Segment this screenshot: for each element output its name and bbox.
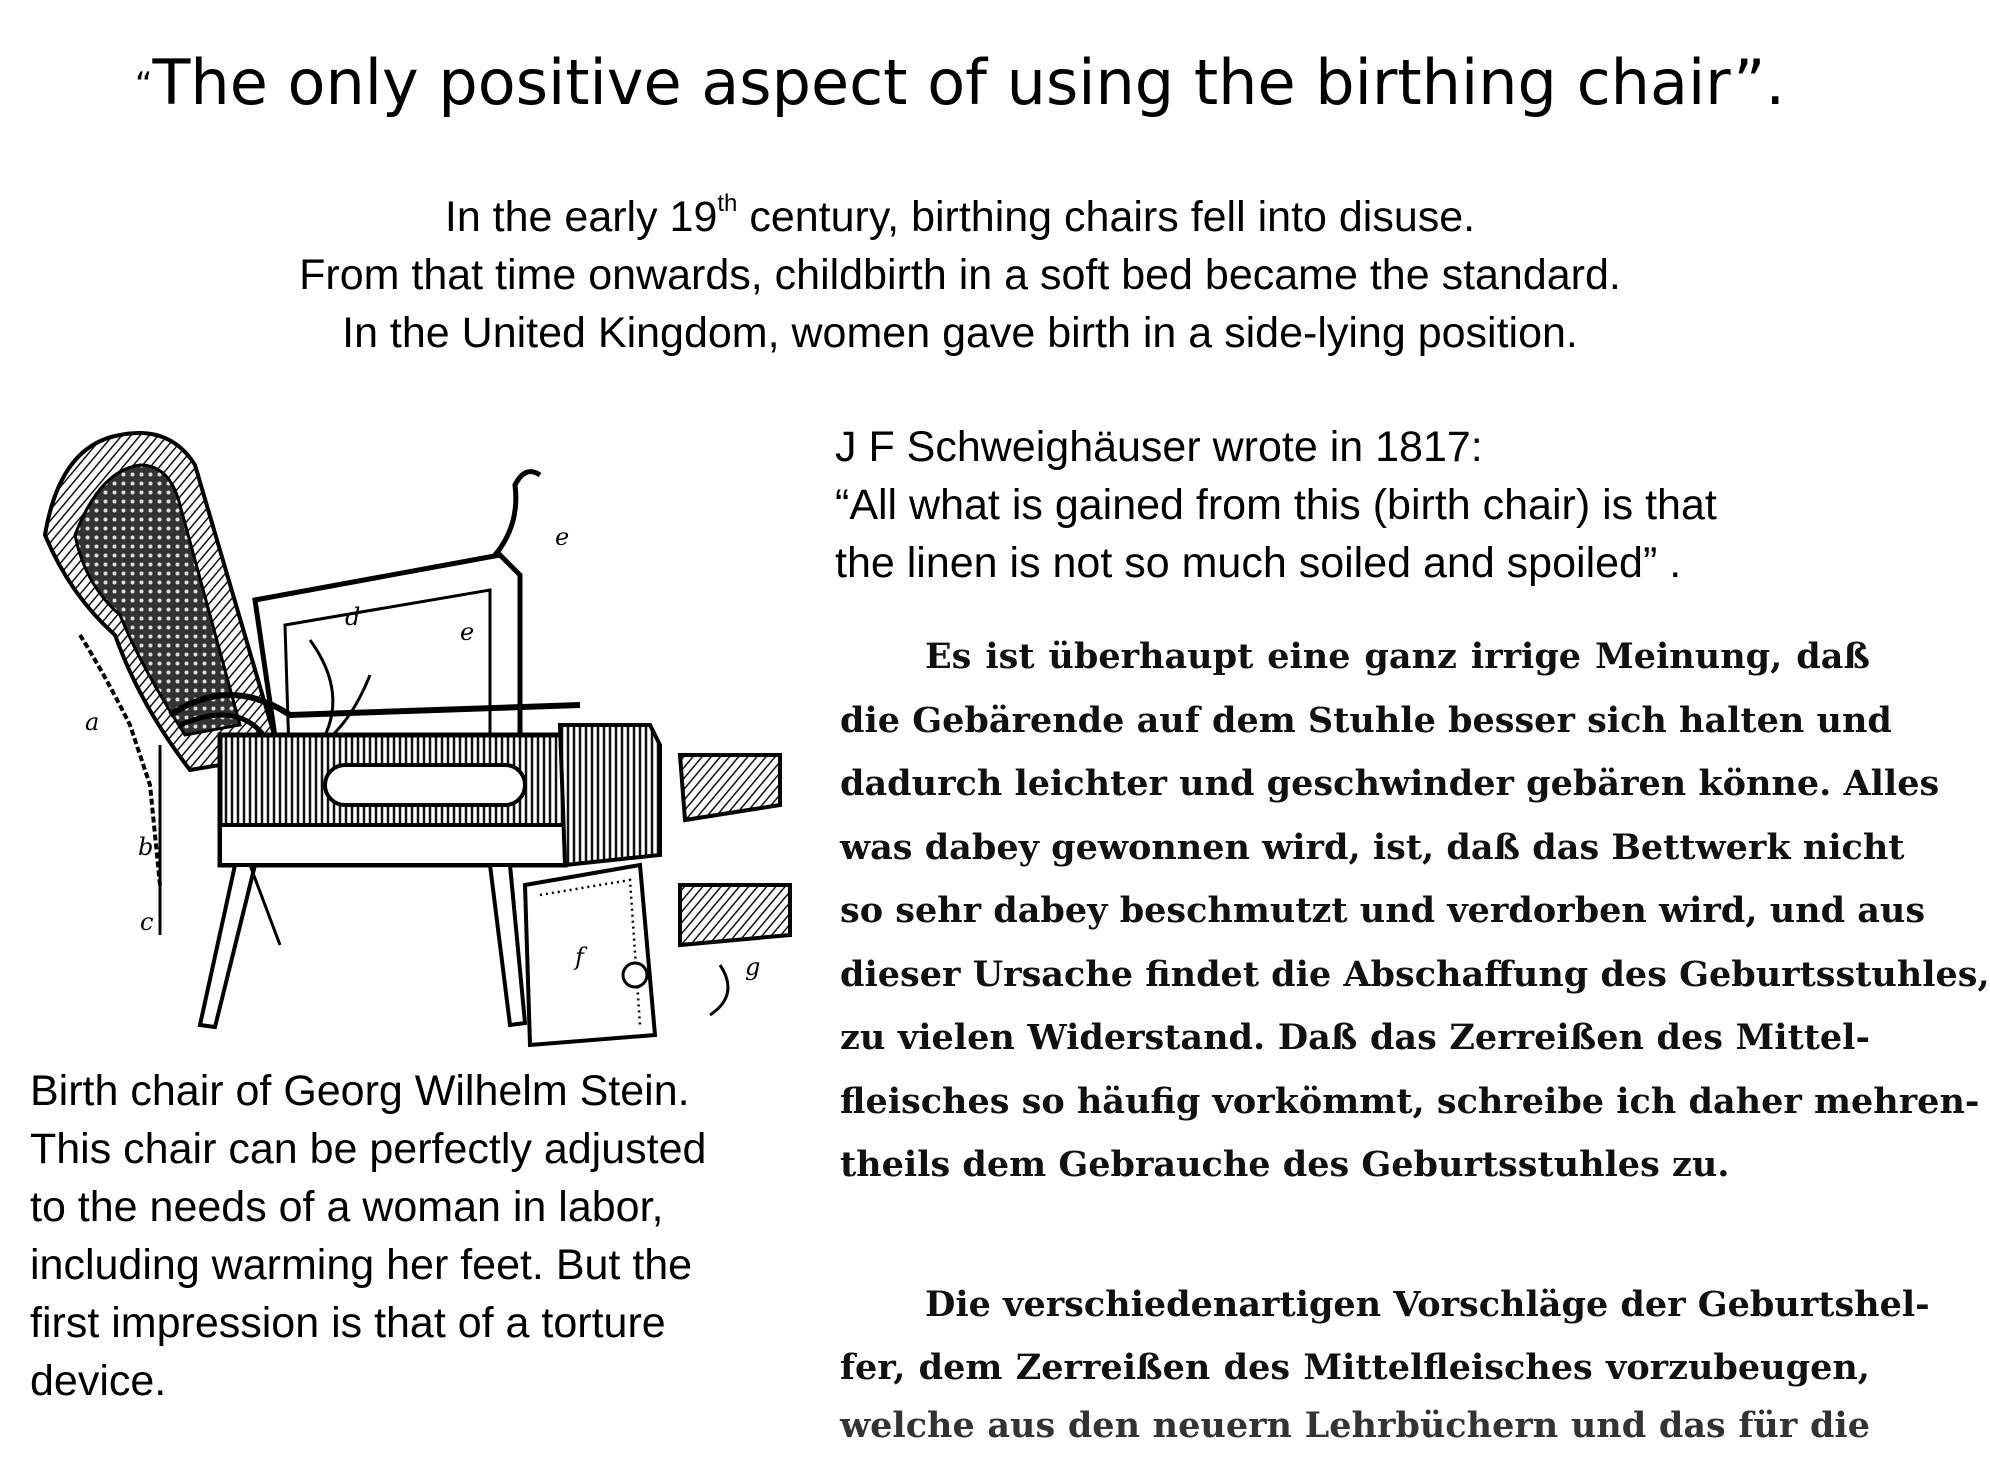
birth-chair-drawing: [20, 425, 800, 1060]
title-open-quote: “: [135, 65, 153, 105]
quote-line: the linen is not so much soiled and spoiled” .: [835, 534, 1915, 592]
scan-line: dadurch leichter und geschwinder gebären könne. Alles: [840, 752, 1870, 816]
intro-line-2: From that time onwards, childbirth in a soft bed became the standard.: [0, 246, 1920, 304]
intro-line-1-after: century, birthing chairs fell into disuse.: [737, 193, 1475, 241]
fraktur-text-scan: [840, 625, 1870, 1425]
birth-chair-illustration: [20, 425, 800, 1060]
intro-line-1: [0, 188, 1920, 246]
scan-line: so sehr dabey beschmutzt und verdorben wird, und aus: [840, 879, 1870, 943]
caption-line: device.: [30, 1352, 830, 1410]
intro-line-1-before: In the early 19: [445, 193, 718, 241]
caption-line: first impression is that of a torture: [30, 1294, 830, 1352]
scan-line: zu vielen Widerstand. Daß das Zerreißen des Mittel-: [840, 1006, 1870, 1070]
figure-caption: [30, 1062, 830, 1410]
scan-line: die Gebärende auf dem Stuhle besser sich halten und: [840, 689, 1870, 753]
schweighauser-quote: [835, 418, 1915, 592]
quote-line: “All what is gained from this (birth chair) is that: [835, 476, 1915, 534]
intro-text: [0, 188, 1920, 362]
quote-line: J F Schweighäuser wrote in 1817:: [835, 418, 1915, 476]
slide-title: [0, 38, 1920, 130]
figure-label-c: c: [140, 908, 153, 936]
figure-label-a: a: [85, 708, 99, 736]
scan-line: dieser Ursache findet die Abschaffung des Geburtsstuhles,: [840, 943, 1870, 1007]
scan-line: fleisches so häufig vorkömmt, schreibe ich daher mehren-: [840, 1070, 1870, 1134]
paragraph-gap: [840, 1197, 1870, 1273]
figure-label-d: d: [345, 603, 360, 631]
scan-line: was dabey gewonnen wird, ist, daß das Bettwerk nicht: [840, 816, 1870, 880]
title-text: The only positive aspect of using the birthing chair”.: [153, 46, 1786, 119]
figure-label-e-2: e: [555, 523, 569, 551]
figure-label-e-1: e: [460, 618, 474, 646]
intro-line-3: In the United Kingdom, women gave birth in a side-lying position.: [0, 304, 1920, 362]
scan-line: fer, dem Zerreißen des Mittelfleisches vorzubeugen,: [840, 1336, 1870, 1400]
caption-line: Birth chair of Georg Wilhelm Stein.: [30, 1062, 830, 1120]
caption-line: to the needs of a woman in labor,: [30, 1178, 830, 1236]
scan-line: theils dem Gebrauche des Geburtsstuhles zu.: [840, 1133, 1870, 1197]
caption-line: This chair can be perfectly adjusted: [30, 1120, 830, 1178]
figure-label-g: g: [745, 953, 760, 981]
scan-line: Es ist überhaupt eine ganz irrige Meinung, daß: [840, 625, 1870, 689]
intro-line-1-sup: th: [717, 190, 737, 217]
figure-label-f: f: [573, 943, 588, 971]
scan-line: Die verschiedenartigen Vorschläge der Geburtshel-: [840, 1273, 1870, 1337]
caption-line: including warming her feet. But the: [30, 1236, 830, 1294]
figure-label-b: b: [138, 833, 153, 861]
scan-line-cutoff: welche aus den neuern Lehrbüchern und das für die: [840, 1394, 1870, 1457]
